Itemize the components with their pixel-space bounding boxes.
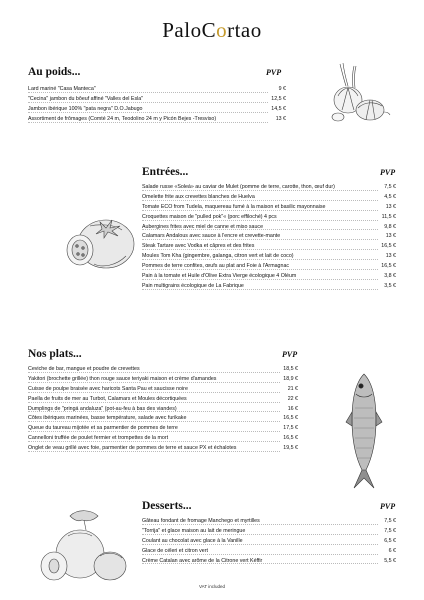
menu-item bbox=[142, 232, 396, 242]
menu-item-name: Côtes ibériques marinées, basse température, salade avec furikake bbox=[28, 415, 187, 422]
menu-item-name: Assortiment de frômages (Comté 24 m, Teodolino 24 m y Picón Bejes -Tresviso) bbox=[28, 115, 217, 122]
menu-item bbox=[142, 262, 396, 272]
menu-item bbox=[28, 365, 298, 375]
menu-item-name: Aubergines frites avec miel de canne et miso sauce bbox=[142, 223, 264, 230]
menu-item-name: Pain multigrains écologique de La Fabrique bbox=[142, 282, 244, 289]
menu-item bbox=[28, 115, 286, 125]
menu-item-price: 19,5 € bbox=[283, 445, 298, 452]
menu-item-price: 6,5 € bbox=[384, 537, 396, 544]
menu-item-name: Dumplings de "pringá andaluza" (pot-au-feu à bas des viandes) bbox=[28, 405, 177, 412]
menu-item-price: 17,5 € bbox=[283, 425, 298, 432]
menu-item-name: Ceviche de bar, mangue et poudre de crevettes bbox=[28, 366, 140, 372]
menu-item-price: 13 € bbox=[385, 203, 396, 210]
menu-item-price: 16,5 € bbox=[381, 263, 396, 270]
menu-item-price: 4,5 € bbox=[384, 193, 396, 200]
section-title-nos-plats: Nos plats... bbox=[28, 348, 82, 360]
menu-item-price: 22 € bbox=[287, 395, 298, 402]
menu-item-name: Pommes de terre confites, œufs au plat and Foie à l'Armagnac bbox=[142, 263, 290, 270]
menu-item-price: 16,5 € bbox=[283, 415, 298, 422]
menu-list-desserts bbox=[142, 517, 396, 566]
menu-item-price: 16 € bbox=[287, 405, 298, 412]
menu-item bbox=[28, 444, 298, 454]
menu-item bbox=[28, 414, 298, 424]
menu-item-name: Salade russe «Soleá» au caviar de Mulet (pomme de terre, carotte, thon, œuf dur) bbox=[142, 184, 335, 190]
menu-item-price: 16,5 € bbox=[381, 243, 396, 250]
fish-illustration bbox=[344, 368, 384, 492]
menu-item-name: Crème Catalan avec arôme de la Citrone vert Kéffir bbox=[142, 557, 263, 564]
menu-item-price: 11,5 € bbox=[381, 213, 396, 220]
menu-item-name: Croquettes maison de "pulled pok"« (porc effiloché) 4 pcs bbox=[142, 213, 277, 220]
menu-item bbox=[142, 213, 396, 223]
pvp-label-nos-plats: PVP bbox=[282, 350, 298, 359]
menu-item-price: 12,5 € bbox=[271, 95, 286, 102]
menu-item bbox=[28, 375, 298, 385]
menu-item bbox=[28, 385, 298, 395]
menu-item bbox=[142, 242, 396, 252]
menu-item-price: 13 € bbox=[385, 233, 396, 240]
menu-item bbox=[28, 405, 298, 415]
menu-item bbox=[142, 223, 396, 233]
menu-item bbox=[142, 203, 396, 213]
menu-item-name: Cannelloni truffée de poulet fermier et trompettes de la mort bbox=[28, 435, 169, 442]
menu-item bbox=[142, 183, 396, 193]
menu-item-name: Gâteau fondant de fromage Manchego et myrtilles bbox=[142, 518, 260, 524]
logo-text-end: rtao bbox=[227, 18, 262, 42]
menu-item-name: Yakitori (brochette grillée) thon rouge sauce teriyaki maison et crème d'amandes bbox=[28, 375, 217, 382]
menu-item-name: Glace de céleri et citron vert bbox=[142, 547, 208, 554]
menu-list-entrees bbox=[142, 183, 396, 292]
menu-item-price: 6 € bbox=[388, 547, 396, 554]
menu-item bbox=[142, 527, 396, 537]
pvp-label-desserts: PVP bbox=[380, 502, 396, 511]
menu-item bbox=[142, 193, 396, 203]
menu-item bbox=[142, 282, 396, 292]
menu-item-price: 5,5 € bbox=[384, 557, 396, 564]
menu-item bbox=[142, 272, 396, 282]
menu-item-price: 7,5 € bbox=[384, 184, 396, 190]
vat-note: VAT included bbox=[198, 584, 225, 589]
apples-illustration bbox=[40, 506, 134, 586]
logo-accent-letter: o bbox=[216, 18, 228, 42]
pvp-label-entrees: PVP bbox=[380, 168, 396, 177]
menu-item-price: 13 € bbox=[385, 253, 396, 260]
menu-item-name: Cuisse de poulpe braisée avec haricots Santa Pau et saucisse noire bbox=[28, 385, 188, 392]
menu-item bbox=[28, 395, 298, 405]
menu-item-price: 18,5 € bbox=[283, 366, 298, 372]
menu-item bbox=[28, 95, 286, 105]
menu-item-name: Tomate ECO from Tudela, maquereau fumé à la maison et basilic mayonnaise bbox=[142, 203, 326, 210]
menu-item bbox=[28, 424, 298, 434]
menu-item bbox=[142, 252, 396, 262]
menu-item-name: Calamars Andalous avec sauce à l'encre et crevette-mante bbox=[142, 233, 281, 240]
menu-item-price: 13 € bbox=[275, 115, 286, 122]
menu-item-name: Onglet de veau grillé avec foie, parmentier de pommes de terre et sauce PX et échalotes bbox=[28, 445, 237, 452]
section-title-desserts: Desserts... bbox=[142, 500, 192, 512]
menu-item-name: Coulant au chocolat avec glace à la Vanille bbox=[142, 537, 243, 544]
menu-item-price: 7,5 € bbox=[384, 527, 396, 534]
pvp-label-au-poids: PVP bbox=[266, 68, 282, 77]
menu-item-name: "Cecina" jambon du bôeuf affiné "Valles del Esla" bbox=[28, 95, 144, 102]
menu-item-name: Omelette frite aux crevettes blanches de Huelva bbox=[142, 193, 255, 200]
menu-item-name: Paella de fruits de mer au Turbot, Calamars et Moules décortiquées bbox=[28, 395, 187, 402]
section-title-au-poids: Au poids... bbox=[28, 66, 81, 78]
menu-item-price: 3,5 € bbox=[384, 282, 396, 289]
menu-item bbox=[142, 547, 396, 557]
menu-item-price: 9,8 € bbox=[384, 223, 396, 230]
garlic-illustration bbox=[326, 62, 392, 126]
menu-list-au-poids bbox=[28, 85, 286, 125]
menu-item bbox=[28, 434, 298, 444]
menu-item-price: 3,8 € bbox=[384, 273, 396, 280]
menu-item-name: Steak Tartare avec Vodka et câpres et des frites bbox=[142, 243, 255, 250]
menu-item bbox=[142, 517, 396, 527]
brand-logo bbox=[0, 18, 424, 43]
menu-item-price: 18,9 € bbox=[283, 375, 298, 382]
menu-item-name: "Torrija" et glace maison au lait de meringue bbox=[142, 527, 246, 534]
menu-item-price: 16,5 € bbox=[283, 435, 298, 442]
logo-text-start: PaloC bbox=[162, 18, 217, 42]
section-title-entrees: Entrées... bbox=[142, 166, 189, 178]
menu-item-price: 7,5 € bbox=[384, 518, 396, 524]
menu-item-name: Queue du taureau mijotée et sa parmentier de pommes de terre bbox=[28, 425, 178, 432]
menu-item bbox=[142, 557, 396, 567]
menu-item-name: Moules Tom Kha (gingembre, galanga, citron vert et lait de coco) bbox=[142, 253, 294, 260]
menu-item bbox=[142, 537, 396, 547]
menu-item-price: 21 € bbox=[287, 385, 298, 392]
menu-item-name: Lard mariné "Casa Manteca" bbox=[28, 86, 96, 92]
menu-item-name: Pain à la tomate et Huile d'Olive Extra Vierge écologique 4 Oléum bbox=[142, 273, 297, 280]
menu-item bbox=[28, 85, 286, 95]
menu-item-price: 14,5 € bbox=[271, 105, 286, 112]
menu-item-price: 9 € bbox=[278, 86, 286, 92]
menu-item-name: Jambon ibérique 100% "pata negra" D.O.Jabugo bbox=[28, 105, 143, 112]
menu-item bbox=[28, 105, 286, 115]
tomato-illustration bbox=[64, 208, 138, 278]
menu-list-nos-plats bbox=[28, 365, 298, 454]
